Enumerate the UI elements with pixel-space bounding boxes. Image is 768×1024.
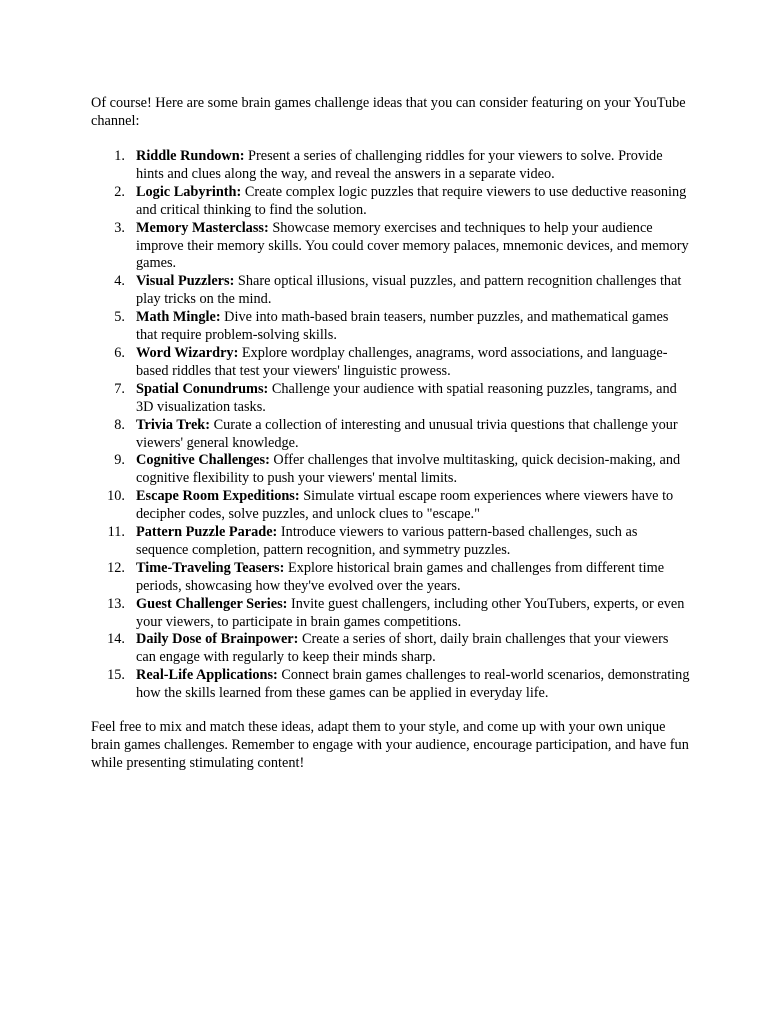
list-item-text: Invite guest challengers, including other YouTubers, experts, or even your viewers, to participate in brain games competitions. bbox=[136, 595, 685, 630]
list-item-title: Escape Room Expeditions: bbox=[136, 488, 300, 505]
list-item bbox=[91, 309, 691, 345]
outro-paragraph: Feel free to mix and match these ideas, adapt them to your style, and come up with your own unique brain games challenges. Remember to engage with your audience, encourage participation, and have fun while presenting stimulating content! bbox=[91, 719, 689, 771]
list-item bbox=[91, 524, 691, 560]
list-item-title: Visual Puzzlers: bbox=[136, 273, 235, 290]
list-item bbox=[91, 220, 691, 274]
list-item-number: 2. bbox=[114, 183, 125, 200]
list-item bbox=[91, 381, 691, 417]
list-item-title: Trivia Trek: bbox=[136, 416, 210, 433]
list-item-text: Create complex logic puzzles that require viewers to use deductive reasoning and critical thinking to find the solution. bbox=[136, 183, 687, 218]
list-item-number: 1. bbox=[114, 148, 125, 164]
ideas-list bbox=[91, 148, 691, 703]
list-item-title: Riddle Rundown: bbox=[136, 148, 245, 164]
list-item-title: Daily Dose of Brainpower: bbox=[136, 631, 299, 648]
list-item-title: Time-Traveling Teasers: bbox=[136, 559, 285, 576]
list-item bbox=[91, 452, 691, 488]
list-item-number: 3. bbox=[114, 219, 125, 236]
list-item-text: Simulate virtual escape room experiences where viewers have to decipher codes, solve puzzles, and unlock clues to "escape." bbox=[136, 488, 674, 523]
list-item bbox=[91, 273, 691, 309]
list-item-title: Guest Challenger Series: bbox=[136, 595, 288, 612]
list-item-text: Showcase memory exercises and techniques to help your audience improve their memory skills. You could cover memory palaces, mnemonic devices, and memory games. bbox=[136, 219, 689, 272]
list-item bbox=[91, 148, 691, 184]
list-item-title: Cognitive Challenges: bbox=[136, 452, 270, 469]
list-item-text: Present a series of challenging riddles for your viewers to solve. Provide hints and clues along the way, and reveal the answers in a separate video. bbox=[136, 148, 663, 182]
list-item-text: Explore historical brain games and challenges from different time periods, showcasing how they've evolved over the years. bbox=[136, 559, 665, 594]
list-item-text: Connect brain games challenges to real-world scenarios, demonstrating how the skills learned from these games can be applied in everyday life. bbox=[136, 667, 690, 702]
list-item-title: Pattern Puzzle Parade: bbox=[136, 524, 278, 541]
list-item-title: Real-Life Applications: bbox=[136, 667, 278, 684]
list-item-number: 6. bbox=[114, 344, 125, 361]
intro-paragraph: Of course! Here are some brain games challenge ideas that you can consider featuring on your YouTube channel: bbox=[91, 95, 686, 129]
list-item-number: 14. bbox=[107, 631, 125, 648]
list-item bbox=[91, 184, 691, 220]
list-item-title: Memory Masterclass: bbox=[136, 219, 269, 236]
list-item-title: Math Mingle: bbox=[136, 309, 221, 326]
list-item bbox=[91, 667, 691, 703]
list-item-title: Spatial Conundrums: bbox=[136, 380, 269, 397]
list-item-text: Explore wordplay challenges, anagrams, word associations, and language-based riddles that test your viewers' linguistic prowess. bbox=[136, 344, 668, 379]
list-item bbox=[91, 631, 691, 667]
list-item-number: 5. bbox=[114, 309, 125, 326]
list-item-number: 7. bbox=[114, 380, 125, 397]
list-item bbox=[91, 417, 691, 453]
list-item bbox=[91, 596, 691, 632]
list-item-text: Dive into math-based brain teasers, number puzzles, and mathematical games that require problem-solving skills. bbox=[136, 309, 669, 344]
list-item-title: Logic Labyrinth: bbox=[136, 183, 242, 200]
list-item-title: Word Wizardry: bbox=[136, 344, 239, 361]
list-item-text: Offer challenges that involve multitasking, quick decision-making, and cognitive flexibility to push your viewers' mental limits. bbox=[136, 452, 681, 487]
list-item-number: 15. bbox=[107, 667, 125, 684]
list-item bbox=[91, 345, 691, 381]
list-item-text: Share optical illusions, visual puzzles, and pattern recognition challenges that play tricks on the mind. bbox=[136, 273, 682, 308]
list-item-number: 4. bbox=[114, 273, 125, 290]
list-item-number: 13. bbox=[107, 595, 125, 612]
list-item bbox=[91, 488, 691, 524]
list-item-number: 10. bbox=[107, 488, 125, 505]
list-item-text: Challenge your audience with spatial reasoning puzzles, tangrams, and 3D visualization tasks. bbox=[136, 380, 677, 415]
list-item-number: 12. bbox=[107, 559, 125, 576]
list-item-number: 8. bbox=[114, 416, 125, 433]
list-item bbox=[91, 560, 691, 596]
list-item-text: Introduce viewers to various pattern-based challenges, such as sequence completion, pattern recognition, and symmetry puzzles. bbox=[136, 524, 638, 558]
list-item-text: Curate a collection of interesting and unusual trivia questions that challenge your viewers' general knowledge. bbox=[136, 416, 678, 451]
list-item-text: Create a series of short, daily brain challenges that your viewers can engage with regularly to keep their minds sharp. bbox=[136, 631, 669, 666]
list-item-number: 9. bbox=[114, 452, 125, 469]
list-item-number: 11. bbox=[107, 524, 125, 541]
